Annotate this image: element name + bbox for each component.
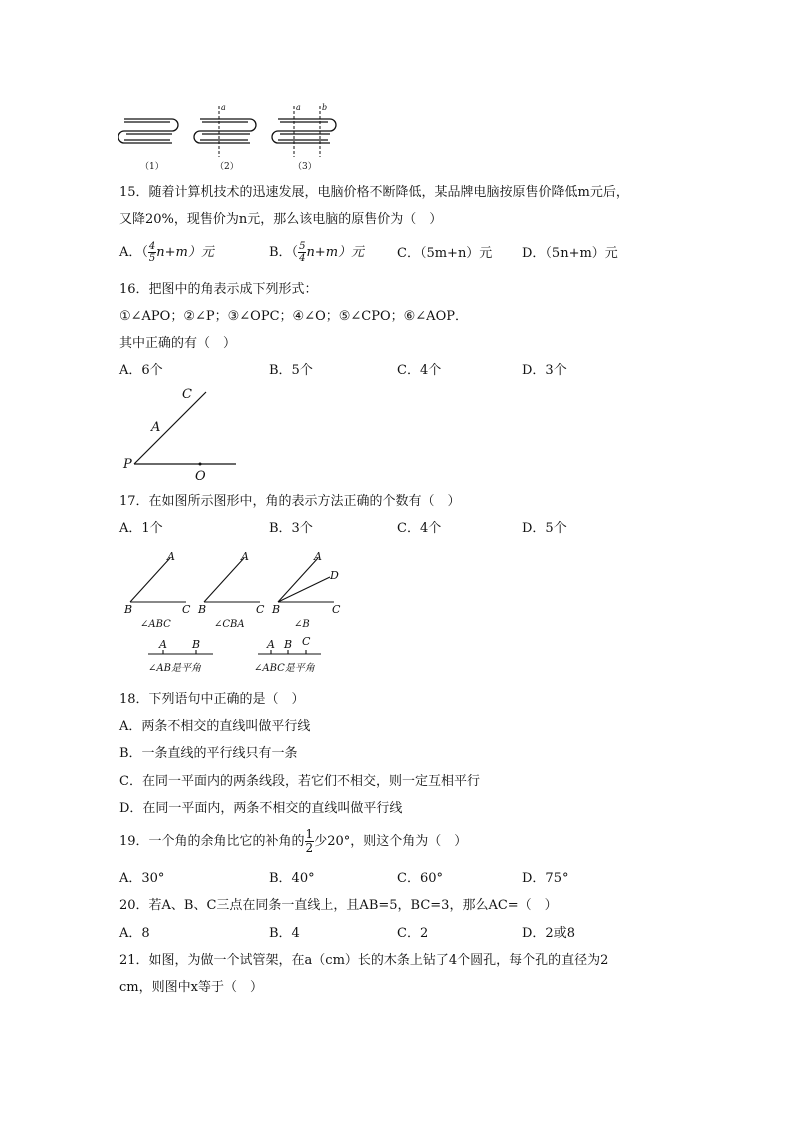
q19-stem-pre: 19．一个角的余角比它的补角的 bbox=[119, 834, 305, 849]
q21-stem-line2: cm，则图中x等于（ ） bbox=[119, 980, 263, 995]
q17-option-d: D．5个 bbox=[522, 521, 567, 536]
q18-option-c: C．在同一平面内的两条线段，若它们不相交，则一定互相平行 bbox=[119, 774, 480, 789]
q20-option-d: D．2或8 bbox=[522, 926, 575, 941]
q15-option-b-tail: n+m）元 bbox=[306, 245, 365, 260]
q16-option-c: C．4个 bbox=[397, 363, 442, 378]
q16-option-a: A．6个 bbox=[119, 363, 163, 378]
fig5-label-a: A bbox=[267, 638, 275, 651]
fig2-caption: ∠CBA bbox=[214, 619, 245, 630]
fig1-label-c: C bbox=[182, 603, 191, 616]
q16-stem-line3: 其中正确的有（ ） bbox=[119, 336, 237, 351]
label-p: P bbox=[123, 457, 132, 472]
q18-option-d: D．在同一平面内，两条不相交的直线叫做平行线 bbox=[119, 801, 403, 816]
q15-option-c: C．（5m+n）元 bbox=[397, 246, 493, 261]
q15-a-denominator: 5 bbox=[148, 253, 156, 264]
q15-option-a-tail: n+m）元 bbox=[156, 245, 214, 260]
q15-stem-line2: 又降20%，现售价为n元，那么该电脑的原售价为（ ） bbox=[119, 212, 443, 227]
fold-caption-1: （1） bbox=[140, 162, 164, 172]
q15-option-a bbox=[119, 241, 214, 264]
fig3-label-c: C bbox=[332, 603, 341, 616]
q15-b-denominator: 4 bbox=[299, 253, 306, 264]
fig5-label-c: C bbox=[302, 635, 311, 648]
strip-2 bbox=[194, 119, 256, 143]
fold-label-a: a bbox=[221, 103, 226, 112]
q18-option-b: B．一条直线的平行线只有一条 bbox=[119, 746, 298, 761]
q15-stem-line1: 15．随着计算机技术的迅速发展，电脑价格不断降低，某品牌电脑按原售价降低m元后， bbox=[119, 185, 629, 200]
q20-option-b: B．4 bbox=[269, 926, 300, 941]
fold-label-a3: a bbox=[296, 103, 301, 112]
q21-stem-line1: 21．如图，为做一个试管架，在a（cm）长的木条上钻了4个圆孔，每个孔的直径为2 bbox=[119, 953, 609, 968]
fig2-label-a: A bbox=[241, 550, 249, 563]
fig5-label-b: B bbox=[284, 638, 293, 651]
fig1-caption: ∠ABC bbox=[140, 619, 171, 630]
fold-caption-3: （3） bbox=[293, 162, 317, 172]
q15-option-a-prefix: A．（ bbox=[119, 245, 148, 260]
q20-stem: 20．若A、B、C三点在同条一直线上，且AB=5，BC=3，那么AC=（ ） bbox=[119, 898, 558, 913]
q15-a-numerator: 4 bbox=[148, 241, 156, 252]
q16-option-d: D．3个 bbox=[522, 363, 567, 378]
q19-option-a: A．30° bbox=[119, 871, 165, 886]
fig2-label-b: B bbox=[198, 603, 207, 616]
q19-option-c: C．60° bbox=[397, 871, 443, 886]
q19-stem-post: 少20°，则这个角为（ ） bbox=[314, 834, 468, 849]
q17-option-c: C．4个 bbox=[397, 521, 442, 536]
q16-stem-line1: 16．把图中的角表示成下列形式： bbox=[119, 282, 318, 297]
strip-3 bbox=[272, 119, 336, 143]
fig2-label-c: C bbox=[256, 603, 265, 616]
fold-strip-figure bbox=[118, 100, 348, 175]
fig4-label-b: B bbox=[192, 638, 201, 651]
q16-angle-figure bbox=[118, 382, 248, 482]
q17-option-a: A．1个 bbox=[119, 521, 163, 536]
strip-1 bbox=[118, 119, 178, 143]
label-a: A bbox=[151, 420, 161, 435]
q19-fraction bbox=[305, 828, 315, 855]
q17-stem: 17．在如图所示图形中，角的表示方法正确的个数有（ ） bbox=[119, 494, 461, 509]
q17-angles-figure bbox=[118, 546, 358, 678]
q17-option-b: B．3个 bbox=[269, 521, 313, 536]
fig3-label-d: D bbox=[330, 569, 339, 582]
q20-option-c: C．2 bbox=[397, 926, 429, 941]
fig4-caption: ∠AB是平角 bbox=[148, 663, 201, 674]
label-o: O bbox=[195, 469, 206, 482]
q20-option-a: A．8 bbox=[119, 926, 150, 941]
fig1-label-a: A bbox=[167, 550, 175, 563]
ray-pc bbox=[134, 392, 206, 464]
q18-stem: 18．下列语句中正确的是（ ） bbox=[119, 692, 305, 707]
fig5-caption: ∠ABC是平角 bbox=[254, 663, 315, 674]
q19-denominator: 2 bbox=[305, 841, 314, 855]
q19-numerator: 1 bbox=[305, 827, 314, 841]
fold-label-b3: b bbox=[322, 103, 328, 112]
label-c: C bbox=[182, 387, 192, 402]
q19-stem bbox=[119, 828, 467, 855]
q16-option-b: B．5个 bbox=[269, 363, 313, 378]
fig4-label-a: A bbox=[159, 638, 167, 651]
q18-option-a: A．两条不相交的直线叫做平行线 bbox=[119, 719, 311, 734]
fig3-caption: ∠B bbox=[294, 619, 310, 630]
q15-option-b-prefix: B．（ bbox=[269, 245, 299, 260]
q15-option-d: D．（5n+m）元 bbox=[522, 246, 618, 261]
fig3-label-a: A bbox=[314, 550, 322, 563]
fold-caption-2: （2） bbox=[215, 162, 239, 172]
q15-option-a-fraction bbox=[148, 241, 156, 264]
point-o bbox=[199, 463, 202, 466]
fig1-label-b: B bbox=[124, 603, 133, 616]
q15-b-numerator: 5 bbox=[299, 241, 306, 252]
q16-stem-line2: ①∠APO；②∠P；③∠OPC；④∠O；⑤∠CPO；⑥∠AOP． bbox=[119, 309, 468, 324]
fig3-label-b: B bbox=[272, 603, 281, 616]
q15-option-b bbox=[269, 241, 364, 264]
q19-option-d: D．75° bbox=[522, 871, 569, 886]
q19-option-b: B．40° bbox=[269, 871, 315, 886]
